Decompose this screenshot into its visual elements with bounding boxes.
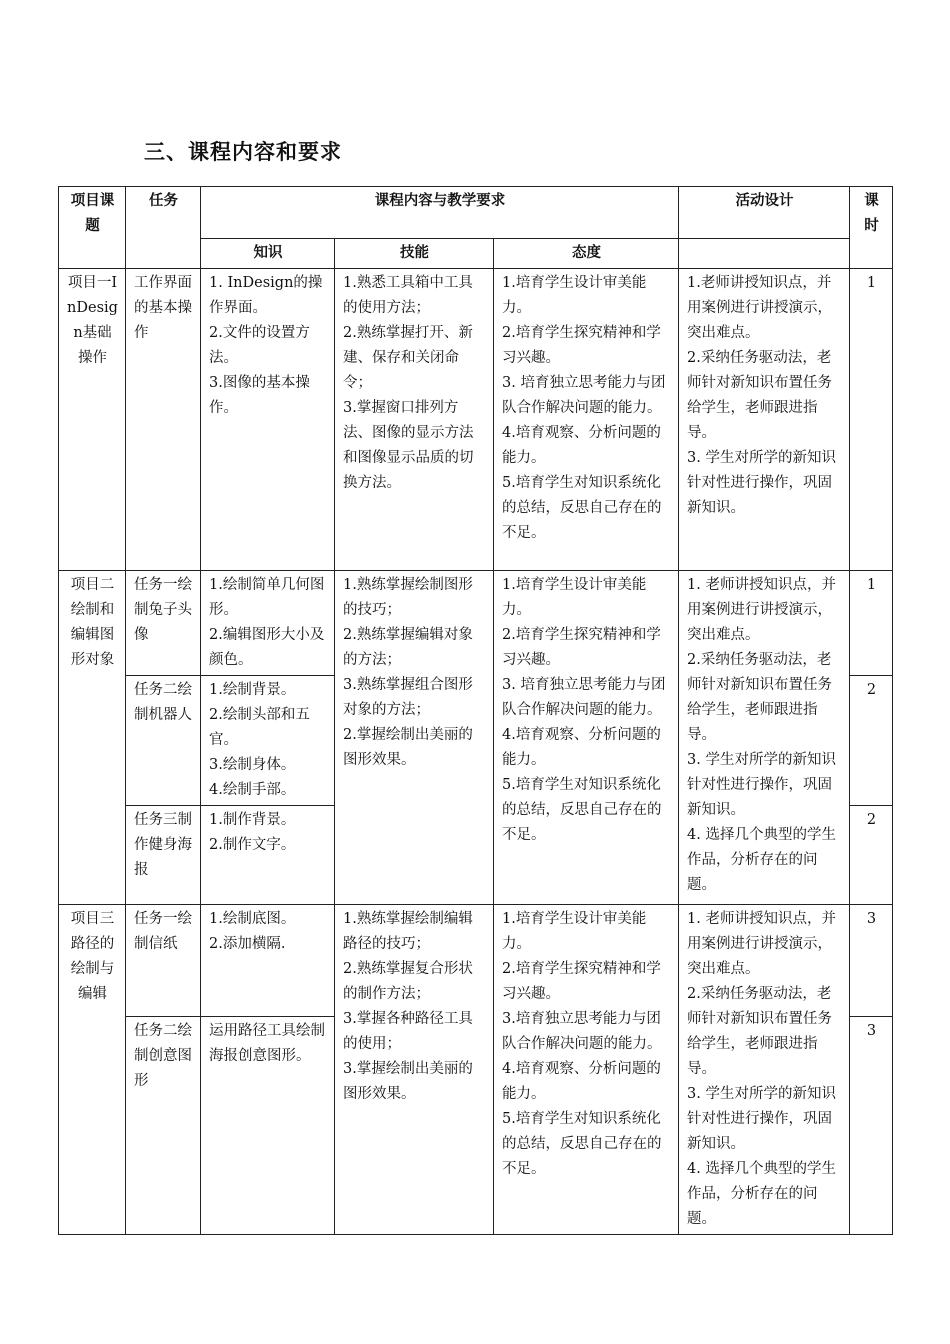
activity-item: 1. 老师讲授知识点，并用案例进行讲授演示，突出难点。 [687, 577, 836, 643]
knowledge-item: 3.图像的基本操作。 [209, 375, 310, 416]
knowledge-cell [201, 571, 335, 676]
skill-item: 1.熟练掌握绘制编辑路径的技巧； [343, 911, 473, 952]
attitude-item: 1.培育学生设计审美能力。 [502, 275, 647, 316]
attitude-item: 5.培育学生对知识系统化的总结，反思自己存在的不足。 [502, 777, 662, 843]
knowledge-cell [201, 676, 335, 806]
task-name-cell: 任务二绘制机器人 [126, 676, 201, 806]
activity-item: 2.采纳任务驱动法，老师针对新知识布置任务给学生，老师跟进指导。 [687, 986, 833, 1077]
header-activity-sub [679, 239, 850, 269]
activity-item: 3. 学生对所学的新知识针对性进行操作，巩固新知识。 [687, 450, 836, 516]
table-row [59, 269, 893, 571]
skill-item: 3.熟练掌握组合图形对象的方法； [343, 677, 473, 718]
attitude-cell [494, 269, 679, 571]
task-name-cell: 任务一绘制信纸 [126, 905, 201, 1017]
activity-item: 2.采纳任务驱动法，老师针对新知识布置任务给学生，老师跟进指导。 [687, 350, 833, 441]
activity-item: 4. 选择几个典型的学生作品，分析存在的问题。 [687, 1161, 836, 1227]
project-title-cell: 项目一InDesign基础操作 [59, 269, 126, 571]
activity-item: 2.采纳任务驱动法，老师针对新知识布置任务给学生，老师跟进指导。 [687, 652, 833, 743]
attitude-item: 2.培育学生探究精神和学习兴趣。 [502, 627, 661, 668]
attitude-item: 2.培育学生探究精神和学习兴趣。 [502, 325, 661, 366]
attitude-item: 5.培育学生对知识系统化的总结，反思自己存在的不足。 [502, 1111, 662, 1177]
skill-cell [335, 571, 494, 905]
task-name-cell: 工作界面的基本操作 [126, 269, 201, 571]
activity-cell [679, 905, 850, 1235]
attitude-item: 3. 培育独立思考能力与团队合作解决问题的能力。 [502, 677, 666, 718]
attitude-cell [494, 571, 679, 905]
header-activity: 活动设计 [679, 187, 850, 239]
skill-item: 1.熟悉工具箱中工具的使用方法； [343, 275, 473, 316]
attitude-item: 4.培育观察、分析问题的能力。 [502, 425, 661, 466]
knowledge-item: 运用路径工具绘制海报创意图形。 [209, 1023, 325, 1065]
header-skill: 技能 [335, 239, 494, 269]
table-row [59, 905, 893, 1017]
knowledge-item: 1.制作背景。 [209, 812, 296, 828]
hours-cell: 1 [850, 269, 893, 571]
header-project: 项目课题 [59, 187, 126, 269]
knowledge-cell [201, 905, 335, 1017]
attitude-item: 3. 培育独立思考能力与团队合作解决问题的能力。 [502, 375, 666, 416]
header-content: 课程内容与教学要求 [201, 187, 679, 239]
attitude-item: 1.培育学生设计审美能力。 [502, 577, 647, 618]
task-name-cell: 任务二绘制创意图形 [126, 1017, 201, 1235]
activity-item: 1.老师讲授知识点，并用案例进行讲授演示，突出难点。 [687, 275, 833, 341]
knowledge-item: 1.绘制简单几何图形。 [209, 577, 325, 618]
activity-item: 4. 选择几个典型的学生作品，分析存在的问题。 [687, 827, 836, 893]
knowledge-item: 2.编辑图形大小及颜色。 [209, 627, 325, 668]
hours-cell: 2 [850, 806, 893, 905]
hours-cell: 3 [850, 1017, 893, 1235]
skill-item: 2.熟练掌握编辑对象的方法； [343, 627, 473, 668]
activity-cell [679, 269, 850, 571]
activity-item: 1. 老师讲授知识点，并用案例进行讲授演示，突出难点。 [687, 911, 836, 977]
hours-cell: 2 [850, 676, 893, 806]
knowledge-item: 1.绘制底图。 [209, 911, 296, 927]
skill-item: 3.掌握各种路径工具的使用； [343, 1011, 473, 1052]
skill-item: 1.熟练掌握绘制图形的技巧； [343, 577, 473, 618]
hours-cell: 3 [850, 905, 893, 1017]
knowledge-item: 3.绘制身体。 [209, 757, 296, 773]
skill-cell [335, 269, 494, 571]
attitude-item: 1.培育学生设计审美能力。 [502, 911, 647, 952]
skill-item: 2.掌握绘制出美丽的图形效果。 [343, 727, 473, 768]
knowledge-item: 1. InDesign的操作界面。 [209, 275, 323, 316]
attitude-item: 4.培育观察、分析问题的能力。 [502, 727, 661, 768]
attitude-item: 4.培育观察、分析问题的能力。 [502, 1061, 661, 1102]
attitude-item: 5.培育学生对知识系统化的总结，反思自己存在的不足。 [502, 475, 662, 541]
skill-item: 2.熟练掌握复合形状的制作方法； [343, 961, 473, 1002]
knowledge-item: 2.添加横隔. [209, 936, 286, 952]
knowledge-item: 1.绘制背景。 [209, 682, 296, 698]
knowledge-cell [201, 806, 335, 905]
knowledge-cell [201, 269, 335, 571]
header-attitude: 态度 [494, 239, 679, 269]
header-knowledge: 知识 [201, 239, 335, 269]
table-body [59, 269, 893, 1235]
attitude-item: 3.培育独立思考能力与团队合作解决问题的能力。 [502, 1011, 662, 1052]
knowledge-item: 2.绘制头部和五官。 [209, 707, 310, 748]
project-title-cell: 项目二绘制和编辑图形对象 [59, 571, 126, 905]
attitude-cell [494, 905, 679, 1235]
knowledge-item: 2.文件的设置方法。 [209, 325, 310, 366]
task-name-cell: 任务三制作健身海报 [126, 806, 201, 905]
activity-item: 3. 学生对所学的新知识针对性进行操作，巩固新知识。 [687, 1086, 836, 1152]
table-row [59, 571, 893, 676]
hours-cell: 1 [850, 571, 893, 676]
skill-item: 2.熟练掌握打开、新建、保存和关闭命令； [343, 325, 473, 391]
project-title-cell: 项目三路径的绘制与编辑 [59, 905, 126, 1235]
activity-item: 3. 学生对所学的新知识针对性进行操作，巩固新知识。 [687, 752, 836, 818]
header-task: 任务 [126, 187, 201, 269]
knowledge-item: 2.制作文字。 [209, 837, 296, 853]
attitude-item: 2.培育学生探究精神和学习兴趣。 [502, 961, 661, 1002]
header-hours: 课时 [850, 187, 893, 269]
skill-item: 3.掌握窗口排列方法、图像的显示方法和图像显示品质的切换方法。 [343, 400, 474, 491]
activity-cell [679, 571, 850, 905]
knowledge-item: 4.绘制手部。 [209, 782, 296, 798]
section-heading: 三、课程内容和要求 [144, 140, 342, 164]
skill-cell [335, 905, 494, 1235]
skill-item: 3.掌握绘制出美丽的图形效果。 [343, 1061, 473, 1102]
knowledge-cell [201, 1017, 335, 1235]
course-content-table [58, 186, 893, 1235]
task-name-cell: 任务一绘制兔子头像 [126, 571, 201, 676]
